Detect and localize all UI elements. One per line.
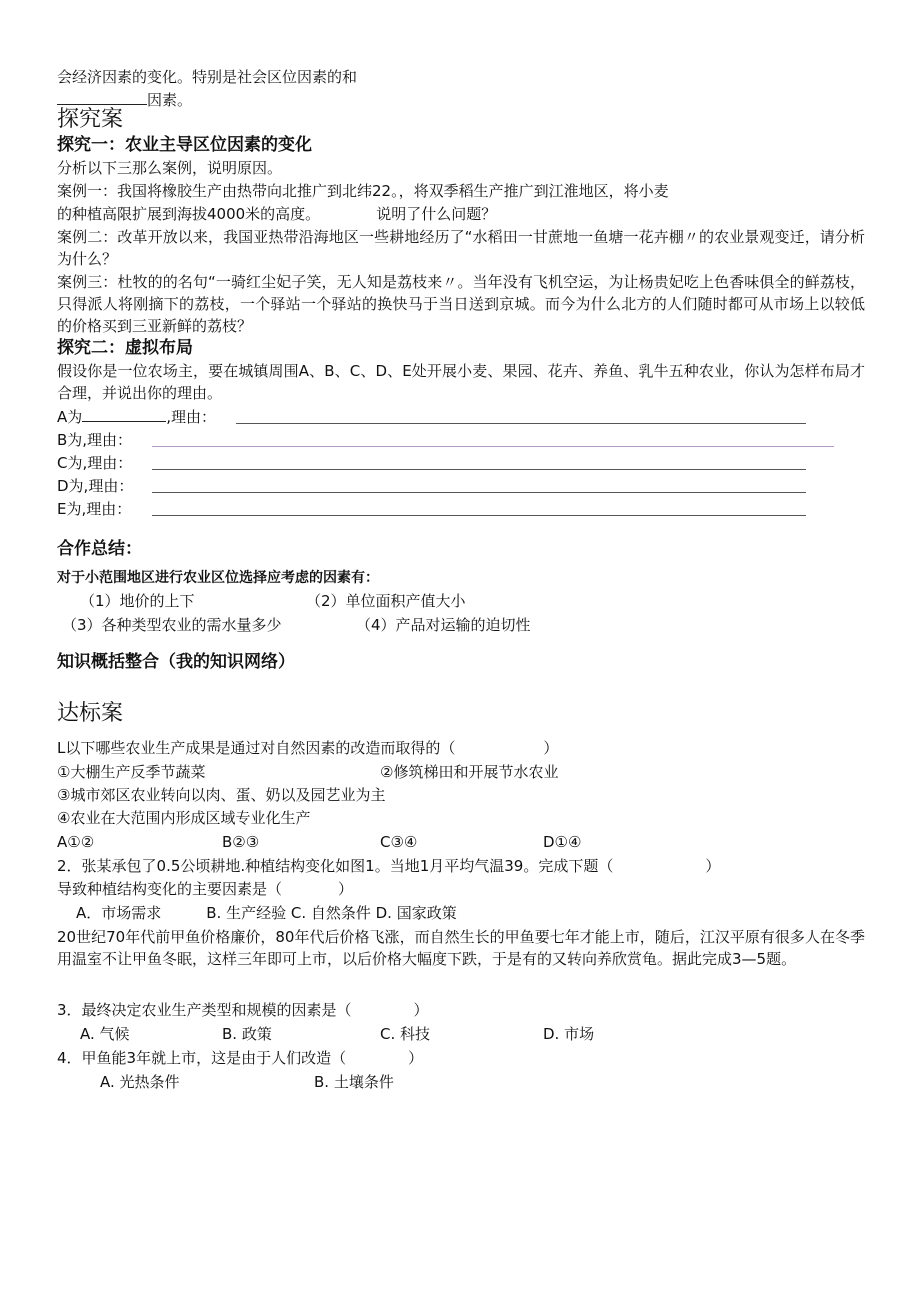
test-q1-option-a[interactable]: A①② <box>57 833 95 851</box>
answer-d-label: D为,理由： <box>57 477 134 495</box>
test-q1-stem-row <box>57 737 558 759</box>
test-q4-close: ） <box>408 1049 424 1067</box>
answer-d-line[interactable] <box>152 492 806 493</box>
summary-factor-4: （4）产品对运输的迫切性 <box>356 616 531 634</box>
summary-subtitle: 对于小范围地区进行农业区位选择应考虑的因素有： <box>57 570 379 586</box>
test-q3-stem: 3．最终决定农业生产类型和规模的因素是（ <box>57 1001 352 1019</box>
summary-factor-2: （2）单位面积产值大小 <box>306 592 466 610</box>
test-q4-stem-row <box>57 1047 423 1069</box>
test-q4-option-b[interactable]: B. 土壤条件 <box>314 1073 394 1091</box>
test-q3-option-c[interactable]: C. 科技 <box>380 1025 431 1043</box>
answer-blank[interactable] <box>57 90 147 105</box>
test-q1-item-2: ②修筑梯田和开展节水农业 <box>380 763 559 781</box>
case1-question: 说明了什么问题？ <box>376 205 497 223</box>
answer-b-label: B为,理由： <box>57 431 133 449</box>
answer-a-line[interactable] <box>236 423 806 424</box>
test-q2-options[interactable]: A．市场需求 B. 生产经验 C. 自然条件 D. 国家政策 <box>76 904 457 922</box>
summary-factor-3: （3）各种类型农业的需水量多少 <box>62 616 282 634</box>
case1-line-2 <box>57 203 496 225</box>
summary-factor-1: （1）地价的上下 <box>80 592 195 610</box>
test-q1-item-3: ③城市郊区农业转向以肉、蛋、奶以及园艺业为主 <box>57 786 386 804</box>
test-q1-option-b[interactable]: B②③ <box>222 833 260 851</box>
explore-q2-title: 探究二：虚拟布局 <box>57 338 193 358</box>
answer-c-label: C为,理由： <box>57 454 133 472</box>
test-q2-close: ） <box>705 857 721 875</box>
test-q1-close: ） <box>543 739 559 757</box>
answer-e-line[interactable] <box>152 515 806 516</box>
answer-a-blank[interactable] <box>82 407 166 422</box>
test-passage: 20世纪70年代前甲鱼价格廉价，80年代后价格飞涨，而自然生长的甲鱼要七年才能上市，随后，江汉平原有很多人在冬季用温室不让甲鱼冬眠，这样三年即可上市，以后价格大幅度下跌，于是有的又转向养欣赏龟。据此完成3—5题。 <box>57 928 865 968</box>
test-q2-sub-row <box>57 878 353 900</box>
test-q1-option-c[interactable]: C③④ <box>380 833 418 851</box>
test-q3-option-a[interactable]: A. 气候 <box>80 1025 130 1043</box>
test-q3-option-d[interactable]: D. 市场 <box>543 1025 595 1043</box>
test-q3-close: ） <box>413 1001 429 1019</box>
explore-q1-prompt: 分析以下三那么案例，说明原因。 <box>57 159 283 177</box>
case1-line-2-text: 的种植高限扩展到海拔4000米的高度。 <box>57 205 321 223</box>
explore-q2-prompt: 假设你是一位农场主，要在城镇周围A、B、C、D、E处开展小麦、果园、花卉、养鱼、乳牛五种农业，你认为怎样布局才合理，并说出你的理由。 <box>57 362 865 402</box>
test-q1-option-d[interactable]: D①④ <box>543 833 582 851</box>
test-q2-sub-close: ） <box>338 880 354 898</box>
answer-a-prefix: A为 <box>57 408 83 426</box>
test-q2-stem-row <box>57 855 720 877</box>
explore-q1-title: 探究一：农业主导区位因素的变化 <box>57 135 312 155</box>
case2-text: 案例二：改革开放以来，我国亚热带沿海地区一些耕地经历了“水稻田一甘蔗地一鱼塘一花卉棚〃的农业景观变迁，请分析为什么？ <box>57 228 865 268</box>
intro-line-2-text: 因素。 <box>147 91 193 109</box>
case3-text: 案例三：杜牧的的名句“一骑红尘妃子笑，无人知是荔枝来〃。当年没有飞机空运，为让杨贵妃吃上色香味俱全的鲜荔枝，只得派人将刚摘下的荔枝，一个驿站一个驿站的换快马于当日送到京城。而今为什么北方的人们随时都可从市场上以较低的价格买到三亚新鲜的荔枝？ <box>57 273 865 335</box>
answer-c-line[interactable] <box>152 469 806 470</box>
answer-e-label: E为,理由： <box>57 500 132 518</box>
test-q2-sub: 导致种植结构变化的主要因素是（ <box>57 880 283 898</box>
test-q3-stem-row <box>57 999 429 1021</box>
test-q4-stem: 4．甲鱼能3年就上市，这是由于人们改造（ <box>57 1049 347 1067</box>
test-q4-option-a[interactable]: A. 光热条件 <box>100 1073 180 1091</box>
test-q3-option-b[interactable]: B. 政策 <box>222 1025 272 1043</box>
test-q1-item-1: ①大棚生产反季节蔬菜 <box>57 763 206 781</box>
test-q1-item-4: ④农业在大范围内形成区域专业化生产 <box>57 809 311 827</box>
answer-a-row <box>57 406 216 428</box>
answer-a-suffix: ,理由： <box>166 408 217 426</box>
case1-line-1: 案例一：我国将橡胶生产由热带向北推广到北纬22。，将双季稻生产推广到江淮地区，将小麦 <box>57 182 669 200</box>
network-title: 知识概括整合（我的知识网络） <box>57 652 295 672</box>
intro-line-1: 会经济因素的变化。特别是社会区位因素的和 <box>57 68 358 86</box>
answer-b-line[interactable] <box>152 446 834 447</box>
test-q1-stem: L以下哪些农业生产成果是通过对自然因素的改造而取得的（ <box>57 739 456 757</box>
test-q2-stem: 2．张某承包了0.5公顷耕地.种植结构变化如图1。当地1月平均气温39。完成下题（ <box>57 857 614 875</box>
test-section-title: 达标案 <box>57 701 124 726</box>
explore-section-title: 探究案 <box>57 107 124 132</box>
summary-title: 合作总结： <box>57 539 142 559</box>
